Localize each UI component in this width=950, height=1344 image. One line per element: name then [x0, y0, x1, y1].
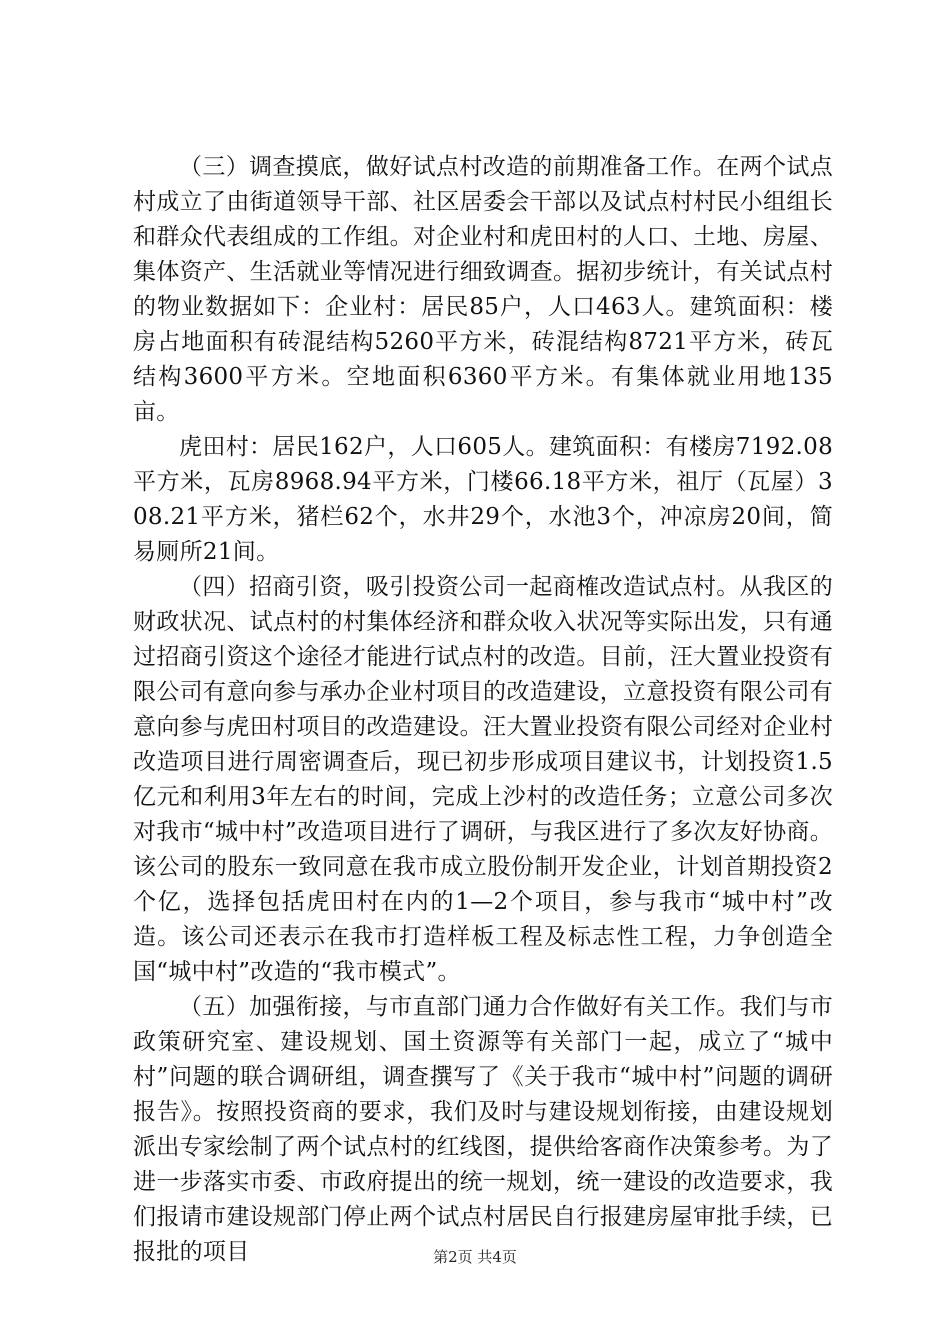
paragraph-hutian-village: 虎田村：居民162户，人口605人。建筑面积：有楼房7192.08平方米，瓦房8968.94平方米，门楼66.18平方米，祖厅（瓦屋）308.21平方米，猪栏62个，水井29个，水池3个，冲凉房20间，简易厕所21间。	[133, 434, 833, 565]
document-body	[133, 150, 833, 1270]
paragraph-section-4: （四）招商引资，吸引投资公司一起商榷改造试点村。从我区的财政状况、试点村的村集体经济和群众收入状况等实际出发，只有通过招商引资这个途径才能进行试点村的改造。目前，汪大置业投资有限公司有意向参与承办企业村项目的改造建设，立意投资有限公司有意向参与虎田村项目的改造建设。汪大置业投资有限公司经对企业村改造项目进行周密调查后，现已初步形成项目建议书，计划投资1.5亿元和利用3年左右的时间，完成上沙村的改造任务；立意公司多次对我市“城中村”改造项目进行了调研，与我区进行了多次友好协商。该公司的股东一致同意在我市成立股份制开发企业，计划首期投资2个亿，选择包括虎田村在内的1—2个项目，参与我市“城中村”改造。该公司还表示在我市打造样板工程及标志性工程，力争创造全国“城中村”改造的“我市模式”。	[133, 574, 833, 985]
paragraph-section-5: （五）加强衔接，与市直部门通力合作做好有关工作。我们与市政策研究室、建设规划、国土资源等有关部门一起，成立了“城中村”问题的联合调研组，调查撰写了《关于我市“城中村”问题的调研报告》。按照投资商的要求，我们及时与建设规划衔接，由建设规划派出专家绘制了两个试点村的红线图，提供给客商作决策参考。为了进一步落实市委、市政府提出的统一规划，统一建设的改造要求，我们报请市建设规部门停止两个试点村居民自行报建房屋审批手续，已报批的项目	[133, 994, 833, 1265]
page-footer: 第2页 共4页	[433, 1248, 517, 1266]
paragraph-section-3: （三）调查摸底，做好试点村改造的前期准备工作。在两个试点村成立了由街道领导干部、社区居委会干部以及试点村村民小组组长和群众代表组成的工作组。对企业村和虎田村的人口、土地、房屋、集体资产、生活就业等情况进行细致调查。据初步统计，有关试点村的物业数据如下：企业村：居民85户，人口463人。建筑面积：楼房占地面积有砖混结构5260平方米，砖混结构8721平方米，砖瓦结构3600平方米。空地面积6360平方米。有集体就业用地135亩。	[133, 154, 833, 425]
